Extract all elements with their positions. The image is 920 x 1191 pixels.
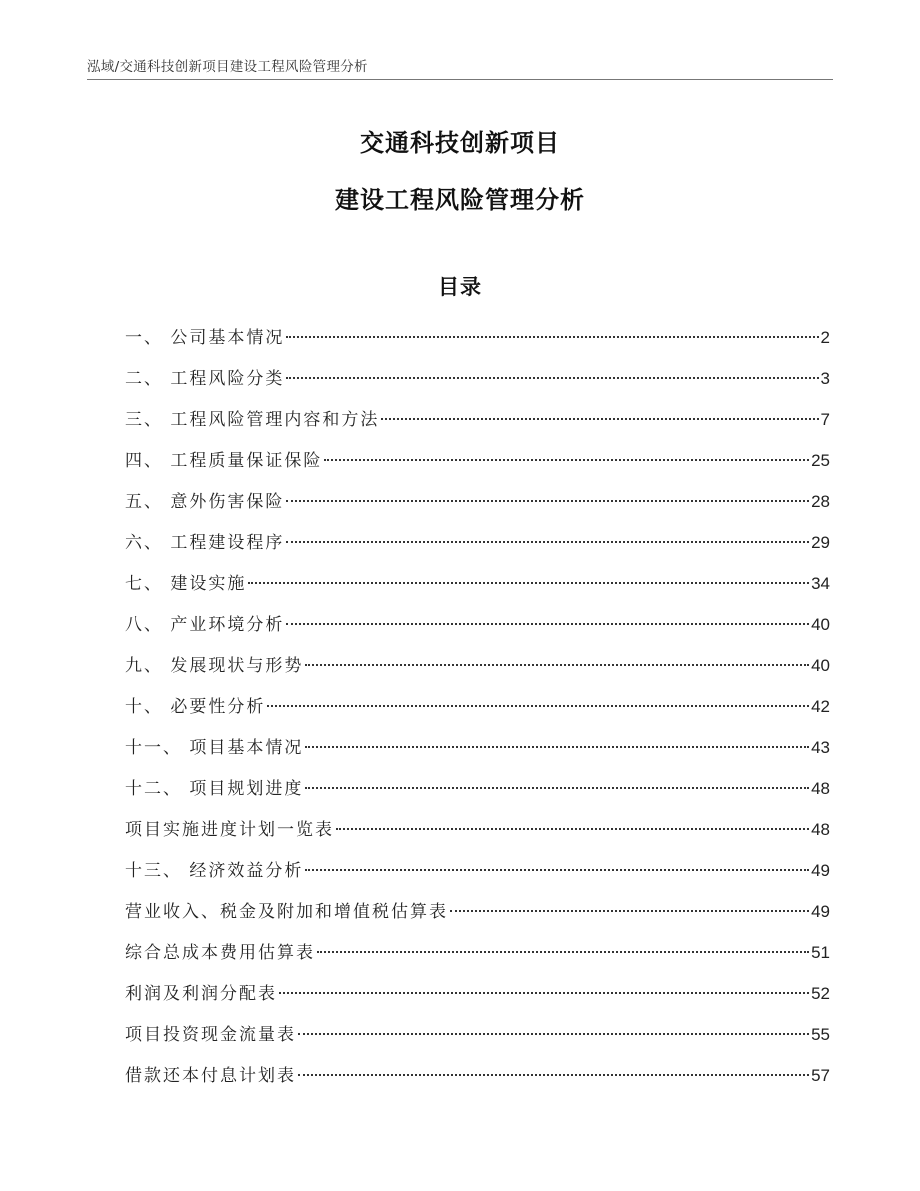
toc-entry[interactable] xyxy=(125,364,830,405)
toc-dot-leader xyxy=(248,582,809,584)
toc-entry[interactable] xyxy=(125,528,830,569)
toc-entry-label: 九、 发展现状与形势 xyxy=(125,656,304,676)
toc-dot-leader xyxy=(298,1074,809,1076)
toc-entry-label: 十二、 项目规划进度 xyxy=(125,779,304,799)
table-of-contents xyxy=(125,323,830,1102)
toc-dot-leader xyxy=(305,664,809,666)
toc-heading: 目录 xyxy=(438,275,482,299)
toc-dot-leader xyxy=(305,869,809,871)
toc-dot-leader xyxy=(286,541,809,543)
toc-dot-leader xyxy=(324,459,809,461)
document-title-line-1: 交通科技创新项目 xyxy=(360,129,560,157)
toc-entry-page: 2 xyxy=(820,328,830,347)
toc-entry-label: 十、 必要性分析 xyxy=(125,697,266,717)
toc-dot-leader xyxy=(305,746,809,748)
toc-entry[interactable] xyxy=(125,856,830,897)
toc-entry-label: 综合总成本费用估算表 xyxy=(125,943,315,963)
toc-entry-page: 34 xyxy=(811,574,830,593)
toc-entry-page: 48 xyxy=(811,820,830,839)
toc-entry-page: 40 xyxy=(811,656,830,675)
toc-entry-label: 借款还本付息计划表 xyxy=(125,1066,296,1086)
document-title-line-2: 建设工程风险管理分析 xyxy=(335,186,585,214)
toc-entry-label: 十三、 经济效益分析 xyxy=(125,861,304,881)
toc-entry[interactable] xyxy=(125,569,830,610)
toc-dot-leader xyxy=(267,705,809,707)
toc-entry-label: 五、 意外伤害保险 xyxy=(125,492,285,512)
toc-entry-label: 四、 工程质量保证保险 xyxy=(125,451,323,471)
toc-entry-page: 25 xyxy=(811,451,830,470)
toc-dot-leader xyxy=(305,787,809,789)
toc-entry[interactable] xyxy=(125,405,830,446)
toc-entry-label: 营业收入、税金及附加和增值税估算表 xyxy=(125,902,448,922)
toc-entry-page: 49 xyxy=(811,902,830,921)
toc-entry-label: 项目投资现金流量表 xyxy=(125,1025,296,1045)
toc-entry[interactable] xyxy=(125,938,830,979)
toc-dot-leader xyxy=(336,828,809,830)
toc-entry-label: 六、 工程建设程序 xyxy=(125,533,285,553)
toc-entry-label: 二、 工程风险分类 xyxy=(125,369,285,389)
toc-dot-leader xyxy=(298,1033,809,1035)
toc-dot-leader xyxy=(286,623,809,625)
toc-entry[interactable] xyxy=(125,815,830,856)
running-header: 泓域/交通科技创新项目建设工程风险管理分析 xyxy=(87,59,368,75)
toc-dot-leader xyxy=(286,377,818,379)
toc-entry[interactable] xyxy=(125,446,830,487)
toc-entry[interactable] xyxy=(125,1020,830,1061)
toc-entry-label: 三、 工程风险管理内容和方法 xyxy=(125,410,380,430)
toc-entry-label: 项目实施进度计划一览表 xyxy=(125,820,334,840)
toc-entry-page: 48 xyxy=(811,779,830,798)
toc-entry-label: 一、 公司基本情况 xyxy=(125,328,285,348)
toc-dot-leader xyxy=(317,951,809,953)
toc-entry-label: 十一、 项目基本情况 xyxy=(125,738,304,758)
toc-entry-page: 57 xyxy=(811,1066,830,1085)
toc-entry[interactable] xyxy=(125,979,830,1020)
toc-dot-leader xyxy=(286,336,818,338)
toc-entry-page: 49 xyxy=(811,861,830,880)
toc-entry-page: 3 xyxy=(820,369,830,388)
toc-entry-page: 55 xyxy=(811,1025,830,1044)
toc-entry-page: 7 xyxy=(820,410,830,429)
toc-dot-leader xyxy=(279,992,809,994)
toc-entry-page: 42 xyxy=(811,697,830,716)
toc-entry-page: 28 xyxy=(811,492,830,511)
toc-entry[interactable] xyxy=(125,692,830,733)
toc-entry-label: 七、 建设实施 xyxy=(125,574,247,594)
toc-dot-leader xyxy=(286,500,809,502)
toc-entry[interactable] xyxy=(125,651,830,692)
toc-entry-page: 43 xyxy=(811,738,830,757)
toc-entry[interactable] xyxy=(125,1061,830,1102)
toc-entry-label: 八、 产业环境分析 xyxy=(125,615,285,635)
toc-entry[interactable] xyxy=(125,774,830,815)
toc-entry-page: 51 xyxy=(811,943,830,962)
toc-entry-page: 52 xyxy=(811,984,830,1003)
toc-entry[interactable] xyxy=(125,897,830,938)
toc-entry[interactable] xyxy=(125,733,830,774)
header-divider xyxy=(87,79,833,80)
toc-entry-label: 利润及利润分配表 xyxy=(125,984,277,1004)
toc-entry-page: 29 xyxy=(811,533,830,552)
toc-dot-leader xyxy=(450,910,809,912)
toc-entry[interactable] xyxy=(125,610,830,651)
toc-entry-page: 40 xyxy=(811,615,830,634)
toc-entry[interactable] xyxy=(125,487,830,528)
toc-dot-leader xyxy=(381,418,818,420)
toc-entry[interactable] xyxy=(125,323,830,364)
